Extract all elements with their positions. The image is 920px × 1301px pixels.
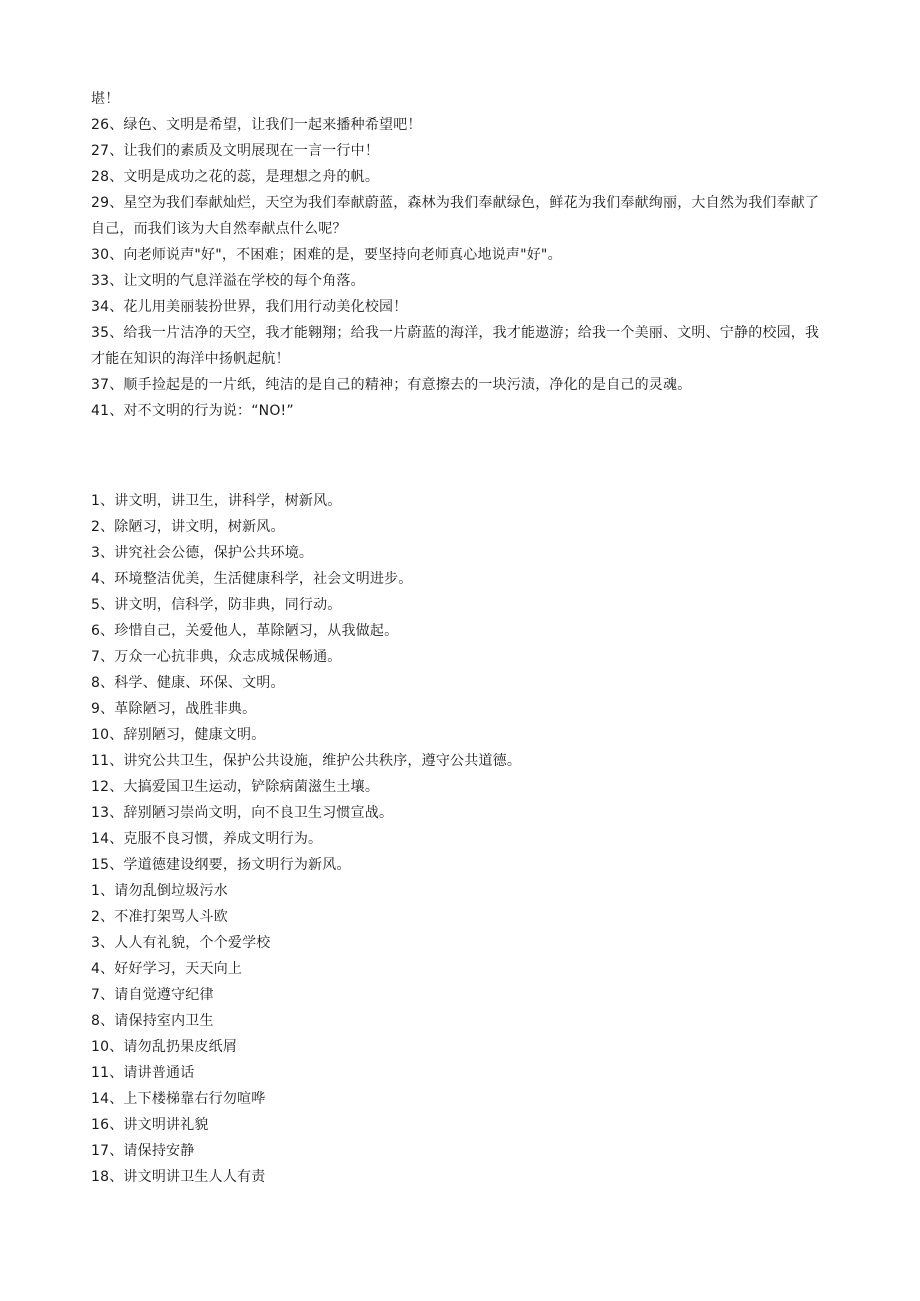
list-item: 37、顺手捡起是的一片纸，纯洁的是自己的精神；有意擦去的一块污渍，净化的是自己的灵魂。 (91, 377, 692, 393)
list-item: 10、请勿乱扔果皮纸屑 (91, 1039, 238, 1055)
slogan-list (91, 488, 826, 1190)
list-item: 4、好好学习，天天向上 (91, 961, 243, 977)
list-item: 2、不准打架骂人斗欧 (91, 909, 228, 925)
list-item: 28、文明是成功之花的蕊，是理想之舟的帆。 (91, 169, 380, 185)
list-item: 3、讲究社会公德，保护公共环境。 (91, 545, 314, 561)
list-item: 8、科学、健康、环保、文明。 (91, 675, 285, 691)
list-item: 10、辞别陋习，健康文明。 (91, 727, 266, 743)
list-item: 29、星空为我们奉献灿烂，天空为我们奉献蔚蓝，森林为我们奉献绿色，鲜花为我们奉献绚丽，大自然为我们奉献了自己，而我们该为大自然奉献点什么呢？ (91, 195, 820, 237)
list-item: 1、请勿乱倒垃圾污水 (91, 883, 228, 899)
list-item: 30、向老师说声"好"，不困难；困难的是，要坚持向老师真心地说声"好"。 (91, 247, 562, 263)
list-item: 18、讲文明讲卫生人人有责 (91, 1169, 266, 1185)
list-item: 7、请自觉遵守纪律 (91, 987, 214, 1003)
list-item: 1、讲文明，讲卫生，讲科学，树新风。 (91, 493, 342, 509)
list-item: 9、革除陋习，战胜非典。 (91, 701, 257, 717)
list-item: 13、辞别陋习崇尚文明，向不良卫生习惯宣战。 (91, 805, 394, 821)
list-item: 12、大搞爱国卫生运动，铲除病菌滋生土壤。 (91, 779, 380, 795)
list-item: 14、上下楼梯靠右行勿喧哗 (91, 1091, 266, 1107)
list-item: 15、学道德建设纲要，扬文明行为新风。 (91, 857, 351, 873)
list-item: 14、克服不良习惯，养成文明行为。 (91, 831, 323, 847)
list-item: 27、让我们的素质及文明展现在一言一行中！ (91, 143, 380, 159)
list-item: 7、万众一心抗非典，众志成城保畅通。 (91, 649, 342, 665)
list-item: 34、花儿用美丽装扮世界，我们用行动美化校园！ (91, 299, 408, 315)
list-item: 35、给我一片洁净的天空，我才能翱翔；给我一片蔚蓝的海洋，我才能遨游；给我一个美丽、文明、宁静的校园，我才能在知识的海洋中扬帆起航！ (91, 325, 820, 367)
list-item: 16、讲文明讲礼貌 (91, 1117, 209, 1133)
list-item: 2、除陋习，讲文明，树新风。 (91, 519, 285, 535)
list-item: 6、珍惜自己，关爱他人，革除陋习，从我做起。 (91, 623, 399, 639)
list-item: 3、人人有礼貌，个个爱学校 (91, 935, 271, 951)
list-item: 11、请讲普通话 (91, 1065, 195, 1081)
list-item: 4、环境整洁优美，生活健康科学，社会文明进步。 (91, 571, 413, 587)
list-item: 8、请保持室内卫生 (91, 1013, 214, 1029)
list-item: 41、对不文明的行为说：“NO!” (91, 403, 294, 419)
slogan-list-continued (91, 86, 826, 424)
list-item: 26、绿色、文明是希望，让我们一起来播种希望吧！ (91, 117, 422, 133)
list-item: 5、讲文明，信科学，防非典，同行动。 (91, 597, 342, 613)
list-item: 33、让文明的气息洋溢在学校的每个角落。 (91, 273, 365, 289)
list-item: 11、讲究公共卫生，保护公共设施，维护公共秩序，遵守公共道德。 (91, 753, 522, 769)
list-item: 堪！ (91, 91, 120, 107)
list-item: 17、请保持安静 (91, 1143, 195, 1159)
